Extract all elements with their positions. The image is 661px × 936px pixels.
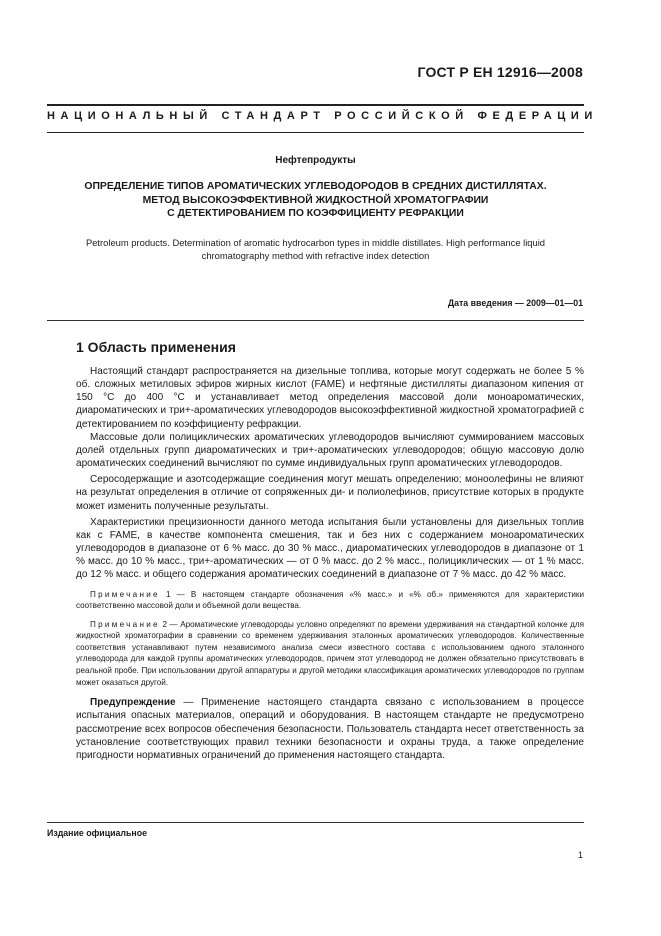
footer-rule [47, 822, 584, 823]
page-number: 1 [577, 850, 583, 860]
document-title-ru [47, 180, 584, 221]
introduction-date: Дата введения — 2009—01—01 [447, 298, 583, 308]
official-edition: Издание официальное [47, 828, 147, 838]
title-line-2: МЕТОД ВЫСОКОЭФФЕКТИВНОЙ ЖИДКОСТНОЙ ХРОМАТОГРАФИИ [142, 194, 489, 206]
top-rule [47, 104, 584, 106]
note-2 [76, 619, 584, 689]
paragraph-scope: Настоящий стандарт распространяется на дизельные топлива, которые могут содержать не более 5 % об. сложных метиловых эфиров жирных кислот (FAME) и нефтяные дистилляты диапазоном кипения от 150 °С до 400 °С и устанавливает метод определения массовой доли моноароматических, диароматических и три+-ароматических углеводородов высокоэффективной жидкостной хроматографией с детектированием по коэффициенту рефракции. [76, 366, 584, 430]
paragraph-polycyclic: Массовые доли полициклических ароматических углеводородов вычисляют суммированием массовых долей отдельных групп диароматических и три+-ароматических углеводородов; общую массовую долю ароматических соединений вычисляют по сумме индивидуальных групп ароматических углеводородов. [76, 431, 584, 470]
warning-text: — Применение настоящего стандарта связано с использованием в процессе испытания опасных материалов, операций и оборудования. В настоящем стандарте не предусмотрено рассмотрение всех вопросов обеспечения безопасности. Пользователь стандарта несет ответственность за установление соответствующих правил техники безопасности и охраны труда, а также определение пригодности нормативных ограничений до применения настоящего стандарта. [76, 697, 584, 761]
note-label: Примечание [90, 589, 160, 599]
note-2-text: 2 — Ароматические углеводороды условно определяют по времени удерживания на стандартной колонке для жидкостной хроматографии в сравнении со временем удерживания эталонных ароматических углеводородов. Количественные соответствия устанавливают путем независимого анализа смеси известного состава с использованием одного эталонного углеводорода для каждой группы ароматических углеводородов, причем этот углеводород не должен обязательно присутствовать в реальной пробе. При использовании другой аппаратуры и другой методики классификация ароматических углеводородов по группам может оказаться другой. [76, 619, 584, 687]
warning-paragraph [76, 696, 584, 762]
note-1-text: 1 — В настоящем стандарте обозначения «% масс.» и «% об.» применяются для характеристики соответственно массовой доли и объемной доли вещества. [76, 589, 584, 611]
document-title-en: Petroleum products. Determination of aromatic hydrocarbon types in middle distillates. High performance liquid chromatography method with refractive index detection [85, 237, 546, 261]
title-line-3: С ДЕТЕКТИРОВАНИЕМ ПО КОЭФФИЦИЕНТУ РЕФРАКЦИИ [167, 208, 464, 219]
paragraph-interference: Серосодержащие и азотсодержащие соединения могут мешать определению; моноолефины не влияют на результат определения в отличие от сопряженных ди- и полиолефинов, присутствие которых в продукте может изменить полученные результаты. [76, 474, 584, 512]
date-rule [47, 320, 584, 321]
note-label: Примечание [90, 619, 160, 629]
product-name: Нефтепродукты [275, 155, 356, 166]
gost-number: ГОСТ Р ЕН 12916—2008 [417, 64, 583, 80]
note-1 [76, 589, 584, 612]
title-rule [47, 132, 584, 133]
warning-label: Предупреждение [90, 697, 176, 709]
paragraph-precision: Характеристики прецизионности данного метода испытания были установлены для дизельных топлив как с FAME, в качестве компонента смешения, так и без них с содержанием моноароматических углеводородов в диапазоне от 6 % масс. до 30 % масс., диароматических углеводородов в диапазоне от 1 % масс. до 10 % масс., три+-ароматических — от 0 % масс. до 2 % масс., полициклических — от 1 % масс. до 12 % масс. и общего содержания ароматических соединений в диапазоне от 7 % масс. до 42 % масс. [76, 516, 584, 581]
standard-title: НАЦИОНАЛЬНЫЙ СТАНДАРТ РОССИЙСКОЙ ФЕДЕРАЦИИ [47, 110, 598, 122]
section-heading: 1 Область применения [76, 339, 236, 355]
section-body [76, 365, 584, 762]
title-line-1: ОПРЕДЕЛЕНИЕ ТИПОВ АРОМАТИЧЕСКИХ УГЛЕВОДОРОДОВ В СРЕДНИХ ДИСТИЛЛЯТАХ. [84, 181, 547, 192]
